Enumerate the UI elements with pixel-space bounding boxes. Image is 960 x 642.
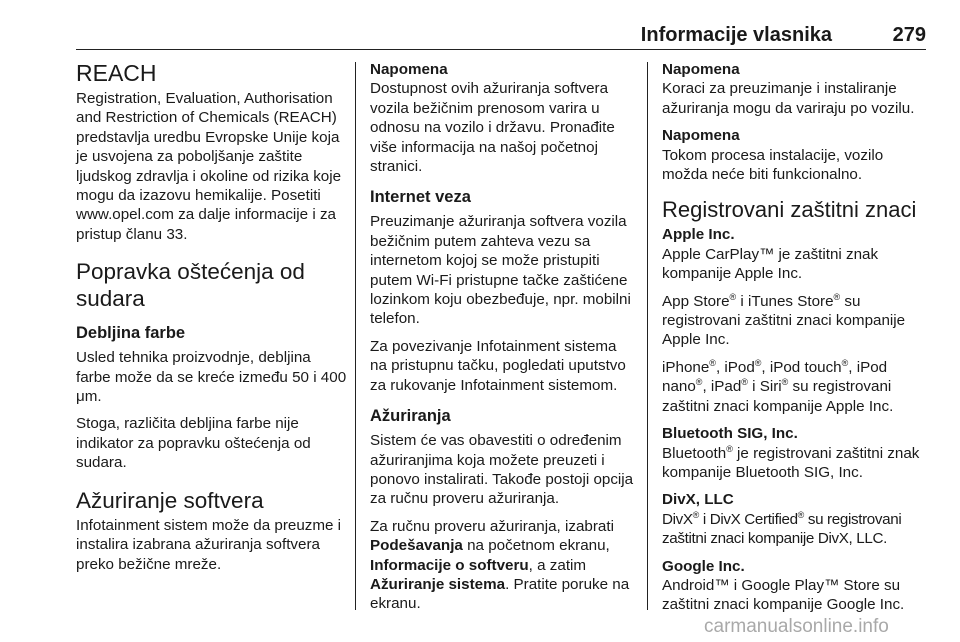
repair-heading: Popravka oštećenja od sudara <box>76 259 305 312</box>
paint-paragraph-2: Stoga, različita debljina farbe nije indikator za popravku oštećenja od sudara. <box>76 415 311 472</box>
column-middle <box>370 60 634 622</box>
divx-heading: DivX, LLC <box>662 491 734 509</box>
trademark-text: App Store <box>662 292 730 310</box>
internet-paragraph-2: Za povezivanje Infotainment sistema na pristupnu tačku, pogledati uputstvo za rukovanje Infotainment sistemom. <box>370 337 626 394</box>
trademark-text: iPhone <box>662 358 710 376</box>
page-header <box>76 22 926 48</box>
settings-term: Podešavanja <box>370 537 463 555</box>
trademark-text: DivX <box>662 510 693 528</box>
registered-mark: ® <box>754 357 762 368</box>
updates-text: Za ručnu proveru ažuriranja, izabrati <box>370 517 614 535</box>
google-heading: Google Inc. <box>662 557 745 575</box>
updates-paragraph-1: Sistem će vas obavestiti o određenim ažuriranjima koja možete preuzeti i ponovo instalirati. Takođe postoji opcija za ručnu proveru ažuriranja. <box>370 432 634 508</box>
apple-heading: Apple Inc. <box>662 226 735 244</box>
apple-paragraph-2 <box>662 292 928 350</box>
note-1-title: Napomena <box>370 61 448 78</box>
paint-paragraph-1: Usled tehnika proizvodnje, debljina farbe može da se kreće između 50 i 400 μm. <box>76 349 347 406</box>
column-right <box>662 60 928 623</box>
column-divider-2 <box>647 62 648 610</box>
internet-paragraph-1: Preuzimanje ažuriranja softvera vozila bežičnim putem zahteva vezu sa internetom kojoj se može pristupiti putem Wi-Fi pristupne tačke zaštićene lozinkom koju obezbeđuje, npr. mobilni telefon. <box>370 213 631 328</box>
registered-mark: ® <box>692 509 699 520</box>
reach-paragraph: Registration, Evaluation, Authorisation and Restriction of Chemicals (REACH) predstavlja uredbu Evropske Unije koja je usvojena za poboljšanje zaštite ljudskog zdravlja i okoline od rizika koje mogu da izazovu hemikalije. Posetiti www.opel.com za dalje informacije i za pristup članu 33. <box>76 90 342 243</box>
software-paragraph: Infotainment sistem može da preuzme i instalira izabrana ažuriranja softvera preko bežične mreže. <box>76 516 342 573</box>
trademark-text: , iPad <box>702 378 742 396</box>
trademark-text: i iTunes Store <box>736 292 834 310</box>
trademark-text: su registrovani zaštitni znaci kompanije DivX, LLC. <box>662 510 902 548</box>
page-number: 279 <box>892 24 926 46</box>
note-2-text: Koraci za preuzimanje i instaliranje ažuriranja mogu da variraju po vozilu. <box>662 80 915 117</box>
reach-heading: REACH <box>76 60 157 86</box>
header-title: Informacije vlasnika <box>640 24 832 46</box>
trademark-text: i DivX Certified <box>698 510 798 528</box>
trademarks-heading: Registrovani zaštitni znaci <box>662 197 917 223</box>
registered-mark: ® <box>781 377 789 388</box>
apple-paragraph-1: Apple CarPlay™ je zaštitni znak kompanije Apple Inc. <box>662 245 879 283</box>
apple-paragraph-3 <box>662 358 928 416</box>
internet-heading: Internet veza <box>370 188 471 207</box>
system-update-term: Ažuriranje sistema <box>370 575 506 593</box>
divx-paragraph <box>662 510 928 549</box>
registered-mark: ® <box>726 443 733 454</box>
column-left <box>76 60 348 582</box>
software-heading: Ažuriranje softvera <box>76 487 264 513</box>
trademark-text: je registrovani zaštitni znak kompanije Bluetooth SIG, Inc. <box>662 444 920 481</box>
note-3-text: Tokom procesa instalacije, vozilo možda neće biti funkcionalno. <box>662 146 884 184</box>
bluetooth-paragraph <box>662 444 928 483</box>
registered-mark: ® <box>741 377 748 388</box>
google-paragraph: Android™ i Google Play™ Store su zaštitni znaci kompanije Google Inc. <box>662 576 905 614</box>
trademark-text: Bluetooth <box>662 444 727 462</box>
software-info-term: Informacije o softveru <box>370 556 529 574</box>
registered-mark: ® <box>695 377 703 388</box>
updates-text: . Pratite poruke na ekranu. <box>370 575 630 613</box>
trademark-text: , iPod <box>715 358 755 376</box>
column-divider-1 <box>355 62 356 610</box>
updates-heading: Ažuriranja <box>370 407 451 426</box>
updates-text: na početnom ekranu, <box>462 537 610 555</box>
bluetooth-heading: Bluetooth SIG, Inc. <box>662 425 798 443</box>
header-divider <box>76 49 926 50</box>
paint-heading: Debljina farbe <box>76 324 186 343</box>
registered-mark: ® <box>797 509 804 520</box>
updates-paragraph-2 <box>370 517 634 614</box>
registered-mark: ® <box>709 357 716 368</box>
registered-mark: ® <box>833 291 841 302</box>
trademark-text: su registrovani zaštitni znaci kompanije Apple Inc. <box>662 378 894 415</box>
registered-mark: ® <box>729 291 737 302</box>
note-3-title: Napomena <box>662 127 740 145</box>
trademark-text: , iPod nano <box>662 358 888 396</box>
updates-text: , a zatim <box>528 556 587 574</box>
watermark-text: carmanualsonline.info <box>704 616 889 637</box>
registered-mark: ® <box>841 357 849 368</box>
note-1-text: Dostupnost ovih ažuriranja softvera vozila bežičnim prenosom varira u odnosu na vozilo i državu. Pronađite više informacija na našoj početnoj stranici. <box>370 80 615 176</box>
trademark-text: i Siri <box>747 378 782 396</box>
trademark-text: , iPod touch <box>761 358 842 376</box>
note-2-title: Napomena <box>662 61 740 78</box>
trademark-text: su registrovani zaštitni znaci kompanije Apple Inc. <box>662 292 906 349</box>
